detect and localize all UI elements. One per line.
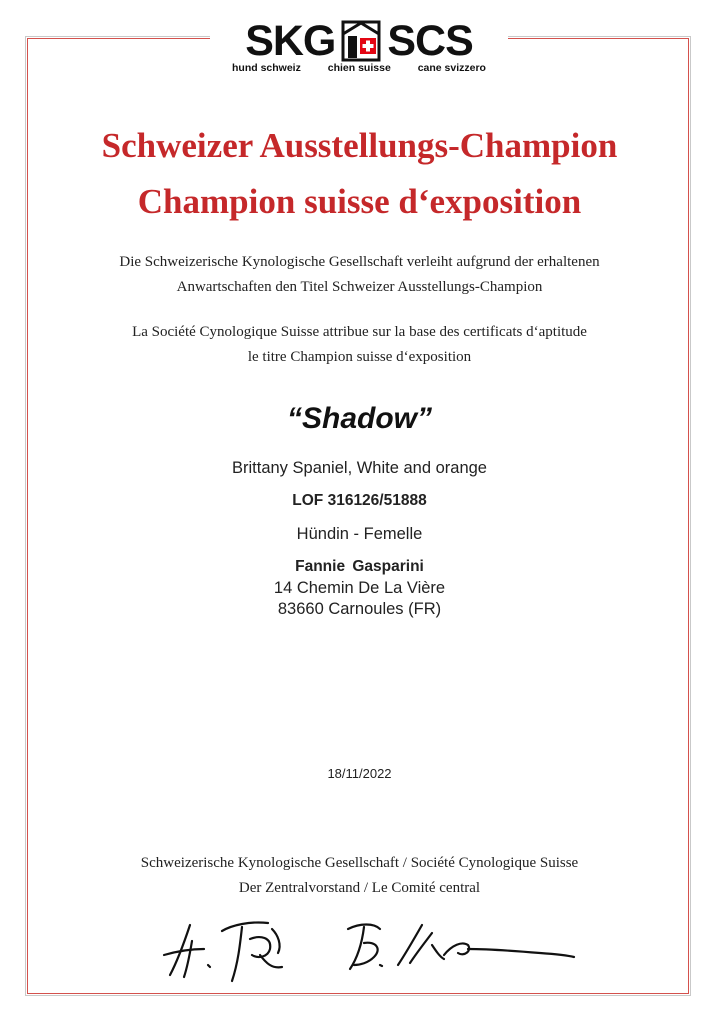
owner-name: Fannie Gasparini [295, 558, 424, 575]
german-line-2: Anwartschaften den Titel Schweizer Ausstellungs-Champion [176, 279, 543, 295]
dog-name: “Shadow” [286, 402, 432, 435]
logo-scs-text: SCS [387, 17, 473, 65]
certificate-date: 18/11/2022 [327, 766, 392, 781]
title-french: Champion suisse d‘exposition [137, 182, 582, 221]
swiss-house-cross-icon [341, 20, 381, 62]
logo-skg-text: SKG [245, 17, 336, 65]
footer-organization: Schweizerische Kynologische Gesellschaft / Société Cynologique Suisse [140, 855, 579, 871]
tagline-italian: cane svizzero [417, 62, 486, 74]
german-paragraph [0, 250, 719, 300]
title-german: Schweizer Ausstellungs-Champion [101, 126, 618, 165]
dog-sex: Hündin - Femelle [296, 525, 423, 543]
owner-address-line-2: 83660 Carnoules (FR) [277, 600, 442, 618]
skg-scs-logo [210, 14, 508, 80]
signature-left [160, 905, 300, 985]
german-line-1: Die Schweizerische Kynologische Gesellschaft verleiht aufgrund der erhaltenen [119, 254, 600, 270]
french-line-1: La Société Cynologique Suisse attribue sur la base des certificats d‘aptitude [132, 324, 587, 340]
french-paragraph [0, 320, 719, 370]
tagline-german: hund schweiz [232, 62, 301, 74]
dog-breed: Brittany Spaniel, White and orange [232, 459, 487, 477]
footer-committee: Der Zentralvorstand / Le Comité central [238, 880, 481, 896]
french-line-2: le titre Champion suisse d‘exposition [247, 349, 472, 365]
signature-right [340, 915, 580, 975]
owner-address-line-1: 14 Chemin De La Vière [273, 579, 446, 597]
logo-taglines [210, 62, 508, 74]
registration-number: LOF 316126/51888 [292, 492, 427, 509]
tagline-french: chien suisse [327, 62, 391, 74]
